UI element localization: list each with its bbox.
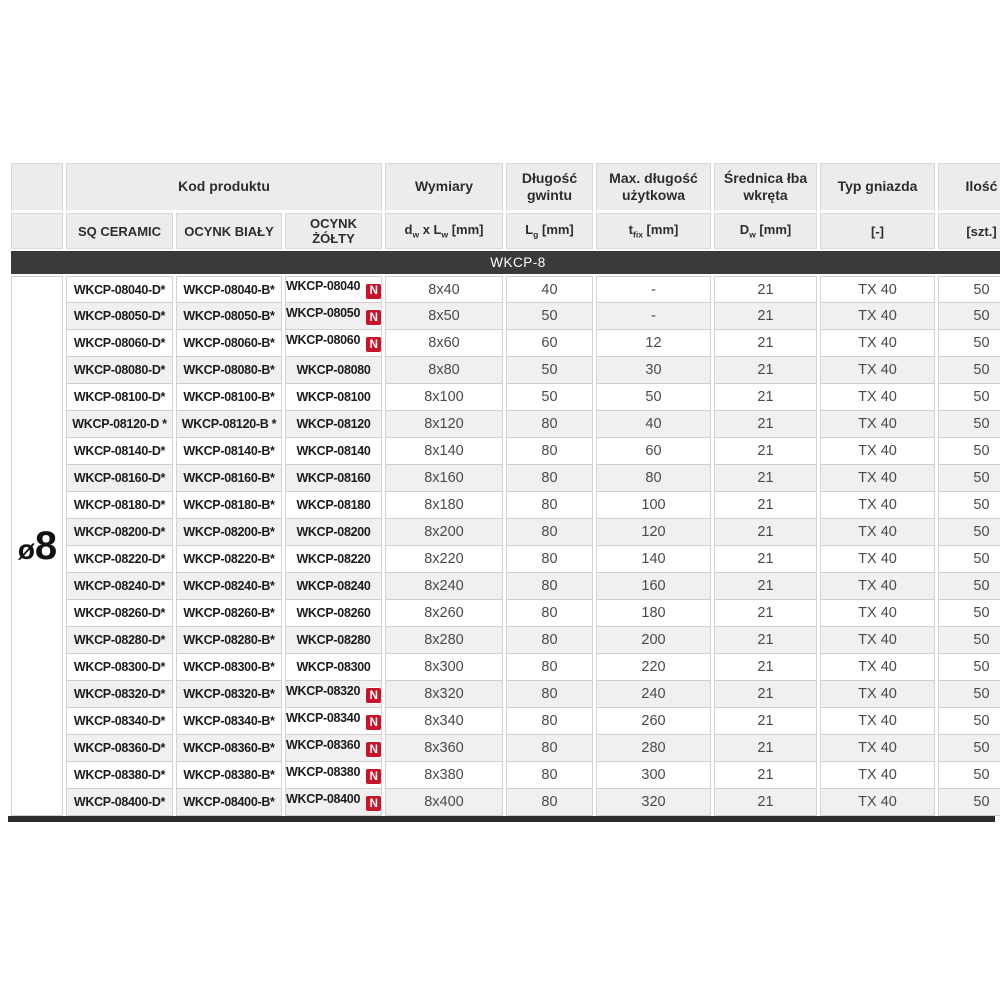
subheader-socket: [-] (820, 213, 935, 249)
code-ocynk-bialy: WKCP-08140-B* (176, 438, 282, 465)
usable-length-value: 160 (596, 573, 711, 600)
header-dlugosc-gwintu: Długość gwintu (506, 163, 593, 213)
head-diameter-value: 21 (714, 546, 817, 573)
code-ocynk-zolty (285, 492, 382, 519)
code-ocynk-zolty (285, 762, 382, 789)
table-bottom-bar (8, 816, 995, 822)
socket-type-value: TX 40 (820, 330, 935, 357)
quantity-value: 50 (938, 708, 1000, 735)
thread-length-value: 80 (506, 573, 593, 600)
thread-length-value: 80 (506, 735, 593, 762)
dimension-value: 8x220 (385, 546, 503, 573)
dimension-value: 8x380 (385, 762, 503, 789)
head-diameter-value: 21 (714, 492, 817, 519)
subheader-ocynk-bialy: OCYNK BIAŁY (176, 213, 282, 249)
code-ocynk-bialy: WKCP-08380-B* (176, 762, 282, 789)
table-data-body (11, 276, 1000, 816)
header-srednica-lba: Średnica łba wkręta (714, 163, 817, 213)
table-row (11, 708, 1000, 735)
usable-length-value: 50 (596, 384, 711, 411)
thread-length-value: 80 (506, 600, 593, 627)
quantity-value: 50 (938, 681, 1000, 708)
code-sq-ceramic: WKCP-08080-D* (66, 357, 173, 384)
table-row (11, 627, 1000, 654)
head-diameter-value: 21 (714, 438, 817, 465)
dimension-value: 8x140 (385, 438, 503, 465)
socket-type-value: TX 40 (820, 519, 935, 546)
table-row (11, 492, 1000, 519)
thread-length-value: 50 (506, 384, 593, 411)
code-text: WKCP-08360 (286, 737, 361, 752)
code-ocynk-zolty (285, 411, 382, 438)
socket-type-value: TX 40 (820, 600, 935, 627)
code-ocynk-bialy: WKCP-08160-B* (176, 465, 282, 492)
quantity-value: 50 (938, 546, 1000, 573)
thread-length-value: 80 (506, 546, 593, 573)
usable-length-value: 200 (596, 627, 711, 654)
socket-type-value: TX 40 (820, 789, 935, 816)
thread-length-value: 40 (506, 276, 593, 303)
dimension-value: 8x300 (385, 654, 503, 681)
code-ocynk-zolty (285, 708, 382, 735)
head-diameter-value: 21 (714, 600, 817, 627)
subheader-dims: $d_w$ x $L_w$ [mm] (385, 213, 503, 249)
code-ocynk-bialy: WKCP-08040-B* (176, 276, 282, 303)
usable-length-value: 30 (596, 357, 711, 384)
socket-type-value: TX 40 (820, 465, 935, 492)
head-diameter-value: 21 (714, 519, 817, 546)
usable-length-value: 240 (596, 681, 711, 708)
dimension-value: 8x160 (385, 465, 503, 492)
code-ocynk-bialy: WKCP-08220-B* (176, 546, 282, 573)
usable-length-value: 320 (596, 789, 711, 816)
dimension-value: 8x60 (385, 330, 503, 357)
head-diameter-value: 21 (714, 735, 817, 762)
group-band-label: WKCP-8 (11, 249, 1000, 276)
new-badge: N (365, 309, 382, 326)
diameter-value: 8 (34, 523, 57, 568)
code-text: WKCP-08160 (296, 471, 371, 485)
subheader-ocynk-zolty: OCYNK ŻÓŁTY (285, 213, 382, 249)
socket-type-value: TX 40 (820, 411, 935, 438)
dimension-value: 8x50 (385, 303, 503, 330)
code-ocynk-bialy: WKCP-08120-B * (176, 411, 282, 438)
thread-length-value: 50 (506, 357, 593, 384)
dimension-value: 8x180 (385, 492, 503, 519)
usable-length-value: 180 (596, 600, 711, 627)
table-row (11, 465, 1000, 492)
thread-length-value: 80 (506, 438, 593, 465)
thread-length-value: 80 (506, 762, 593, 789)
dimension-value: 8x40 (385, 276, 503, 303)
head-diameter-value: 21 (714, 654, 817, 681)
socket-type-value: TX 40 (820, 492, 935, 519)
diameter-label (11, 276, 63, 816)
table-row (11, 546, 1000, 573)
dimension-value: 8x200 (385, 519, 503, 546)
table-row (11, 519, 1000, 546)
dimension-value: 8x360 (385, 735, 503, 762)
socket-type-value: TX 40 (820, 276, 935, 303)
code-ocynk-bialy: WKCP-08060-B* (176, 330, 282, 357)
header-row-units (11, 213, 1000, 249)
code-text: WKCP-08400 (286, 791, 361, 806)
code-ocynk-zolty (285, 303, 382, 330)
dimension-value: 8x120 (385, 411, 503, 438)
head-diameter-value: 21 (714, 411, 817, 438)
code-ocynk-bialy: WKCP-08100-B* (176, 384, 282, 411)
head-diameter-value: 21 (714, 303, 817, 330)
code-ocynk-bialy: WKCP-08200-B* (176, 519, 282, 546)
code-sq-ceramic: WKCP-08200-D* (66, 519, 173, 546)
code-sq-ceramic: WKCP-08180-D* (66, 492, 173, 519)
head-diameter-value: 21 (714, 708, 817, 735)
code-ocynk-zolty (285, 330, 382, 357)
code-sq-ceramic: WKCP-08120-D * (66, 411, 173, 438)
code-sq-ceramic: WKCP-08300-D* (66, 654, 173, 681)
head-diameter-value: 21 (714, 384, 817, 411)
code-sq-ceramic: WKCP-08140-D* (66, 438, 173, 465)
header-wymiary: Wymiary (385, 163, 503, 213)
dimension-value: 8x80 (385, 357, 503, 384)
quantity-value: 50 (938, 276, 1000, 303)
code-sq-ceramic: WKCP-08220-D* (66, 546, 173, 573)
table-row (11, 762, 1000, 789)
code-text: WKCP-08040 (286, 279, 361, 294)
table-row (11, 330, 1000, 357)
socket-type-value: TX 40 (820, 384, 935, 411)
header-kod-produktu: Kod produktu (66, 163, 382, 213)
code-text: WKCP-08240 (296, 579, 371, 593)
usable-length-value: 80 (596, 465, 711, 492)
code-ocynk-zolty (285, 600, 382, 627)
code-ocynk-zolty (285, 735, 382, 762)
code-ocynk-bialy: WKCP-08320-B* (176, 681, 282, 708)
table-row (11, 573, 1000, 600)
socket-type-value: TX 40 (820, 627, 935, 654)
thread-length-value: 80 (506, 654, 593, 681)
code-ocynk-zolty (285, 384, 382, 411)
code-ocynk-bialy: WKCP-08080-B* (176, 357, 282, 384)
usable-length-value: 100 (596, 492, 711, 519)
table-row (11, 411, 1000, 438)
code-ocynk-bialy: WKCP-08280-B* (176, 627, 282, 654)
code-text: WKCP-08080 (296, 363, 371, 377)
new-badge: N (365, 768, 382, 785)
head-diameter-value: 21 (714, 330, 817, 357)
socket-type-value: TX 40 (820, 681, 935, 708)
code-ocynk-zolty (285, 438, 382, 465)
quantity-value: 50 (938, 492, 1000, 519)
thread-length-value: 80 (506, 708, 593, 735)
dimension-value: 8x400 (385, 789, 503, 816)
header-ilosc: Ilość (938, 163, 1000, 213)
diameter-symbol: ø (17, 533, 35, 565)
code-text: WKCP-08060 (286, 332, 361, 347)
code-ocynk-zolty (285, 546, 382, 573)
quantity-value: 50 (938, 465, 1000, 492)
usable-length-value: 260 (596, 708, 711, 735)
code-ocynk-bialy: WKCP-08360-B* (176, 735, 282, 762)
usable-length-value: 12 (596, 330, 711, 357)
subheader-qty: [szt.] (938, 213, 1000, 249)
code-text: WKCP-08180 (296, 498, 371, 512)
quantity-value: 50 (938, 627, 1000, 654)
code-ocynk-zolty (285, 789, 382, 816)
usable-length-value: 220 (596, 654, 711, 681)
code-ocynk-bialy: WKCP-08340-B* (176, 708, 282, 735)
dimension-value: 8x320 (385, 681, 503, 708)
dimension-value: 8x240 (385, 573, 503, 600)
table-row (11, 654, 1000, 681)
quantity-value: 50 (938, 357, 1000, 384)
head-diameter-value: 21 (714, 762, 817, 789)
code-ocynk-zolty (285, 681, 382, 708)
quantity-value: 50 (938, 735, 1000, 762)
quantity-value: 50 (938, 573, 1000, 600)
table-row (11, 735, 1000, 762)
dimension-value: 8x100 (385, 384, 503, 411)
usable-length-value: 120 (596, 519, 711, 546)
code-text: WKCP-08120 (296, 417, 371, 431)
dimension-value: 8x340 (385, 708, 503, 735)
code-text: WKCP-08220 (296, 552, 371, 566)
usable-length-value: 280 (596, 735, 711, 762)
code-text: WKCP-08140 (296, 444, 371, 458)
code-ocynk-zolty (285, 627, 382, 654)
table-row (11, 789, 1000, 816)
code-sq-ceramic: WKCP-08060-D* (66, 330, 173, 357)
code-sq-ceramic: WKCP-08260-D* (66, 600, 173, 627)
code-sq-ceramic: WKCP-08280-D* (66, 627, 173, 654)
code-sq-ceramic: WKCP-08160-D* (66, 465, 173, 492)
code-sq-ceramic: WKCP-08380-D* (66, 762, 173, 789)
code-sq-ceramic: WKCP-08040-D* (66, 276, 173, 303)
table-header (11, 163, 1000, 249)
table-row (11, 357, 1000, 384)
code-text: WKCP-08380 (286, 764, 361, 779)
code-ocynk-zolty (285, 357, 382, 384)
usable-length-value: 300 (596, 762, 711, 789)
usable-length-value: - (596, 303, 711, 330)
code-text: WKCP-08280 (296, 633, 371, 647)
new-badge: N (365, 741, 382, 758)
code-ocynk-bialy: WKCP-08050-B* (176, 303, 282, 330)
table-row (11, 438, 1000, 465)
thread-length-value: 80 (506, 465, 593, 492)
head-diameter-value: 21 (714, 357, 817, 384)
thread-length-value: 60 (506, 330, 593, 357)
code-ocynk-bialy: WKCP-08300-B* (176, 654, 282, 681)
subheader-lg: $L_g$ [mm] (506, 213, 593, 249)
head-diameter-value: 21 (714, 465, 817, 492)
code-sq-ceramic: WKCP-08240-D* (66, 573, 173, 600)
product-spec-table (8, 163, 1000, 816)
code-ocynk-bialy: WKCP-08400-B* (176, 789, 282, 816)
socket-type-value: TX 40 (820, 357, 935, 384)
group-band-row (11, 249, 1000, 276)
socket-type-value: TX 40 (820, 735, 935, 762)
table-row (11, 600, 1000, 627)
quantity-value: 50 (938, 762, 1000, 789)
table-row (11, 276, 1000, 303)
code-text: WKCP-08050 (286, 305, 361, 320)
product-table-wrap (8, 163, 998, 822)
code-ocynk-bialy: WKCP-08240-B* (176, 573, 282, 600)
code-ocynk-zolty (285, 519, 382, 546)
code-sq-ceramic: WKCP-08360-D* (66, 735, 173, 762)
code-text: WKCP-08340 (286, 710, 361, 725)
code-text: WKCP-08200 (296, 525, 371, 539)
thread-length-value: 80 (506, 681, 593, 708)
socket-type-value: TX 40 (820, 573, 935, 600)
code-ocynk-zolty (285, 654, 382, 681)
group-band-body (11, 249, 1000, 276)
new-badge: N (365, 795, 382, 812)
quantity-value: 50 (938, 654, 1000, 681)
new-badge: N (365, 687, 382, 704)
header-max-dlugosc: Max. długość użytkowa (596, 163, 711, 213)
thread-length-value: 50 (506, 303, 593, 330)
code-sq-ceramic: WKCP-08400-D* (66, 789, 173, 816)
table-row (11, 303, 1000, 330)
code-ocynk-bialy: WKCP-08260-B* (176, 600, 282, 627)
empty-header-cell (11, 163, 63, 213)
socket-type-value: TX 40 (820, 708, 935, 735)
socket-type-value: TX 40 (820, 303, 935, 330)
header-row-groups (11, 163, 1000, 213)
subheader-dw: $D_w$ [mm] (714, 213, 817, 249)
quantity-value: 50 (938, 438, 1000, 465)
code-text: WKCP-08300 (296, 660, 371, 674)
usable-length-value: 140 (596, 546, 711, 573)
quantity-value: 50 (938, 789, 1000, 816)
thread-length-value: 80 (506, 789, 593, 816)
head-diameter-value: 21 (714, 627, 817, 654)
new-badge: N (365, 283, 382, 300)
socket-type-value: TX 40 (820, 654, 935, 681)
thread-length-value: 80 (506, 519, 593, 546)
new-badge: N (365, 714, 382, 731)
head-diameter-value: 21 (714, 681, 817, 708)
quantity-value: 50 (938, 411, 1000, 438)
socket-type-value: TX 40 (820, 546, 935, 573)
code-text: WKCP-08100 (296, 390, 371, 404)
code-ocynk-bialy: WKCP-08180-B* (176, 492, 282, 519)
quantity-value: 50 (938, 600, 1000, 627)
quantity-value: 50 (938, 303, 1000, 330)
table-row (11, 681, 1000, 708)
empty-header-cell (11, 213, 63, 249)
subheader-tfix: $t_{fix}$ [mm] (596, 213, 711, 249)
thread-length-value: 80 (506, 411, 593, 438)
dimension-value: 8x280 (385, 627, 503, 654)
code-sq-ceramic: WKCP-08320-D* (66, 681, 173, 708)
code-sq-ceramic: WKCP-08100-D* (66, 384, 173, 411)
header-typ-gniazda: Typ gniazda (820, 163, 935, 213)
usable-length-value: - (596, 276, 711, 303)
usable-length-value: 40 (596, 411, 711, 438)
quantity-value: 50 (938, 519, 1000, 546)
quantity-value: 50 (938, 384, 1000, 411)
head-diameter-value: 21 (714, 573, 817, 600)
code-ocynk-zolty (285, 573, 382, 600)
code-ocynk-zolty (285, 276, 382, 303)
code-sq-ceramic: WKCP-08340-D* (66, 708, 173, 735)
head-diameter-value: 21 (714, 789, 817, 816)
thread-length-value: 80 (506, 492, 593, 519)
code-text: WKCP-08260 (296, 606, 371, 620)
new-badge: N (365, 336, 382, 353)
table-row (11, 384, 1000, 411)
head-diameter-value: 21 (714, 276, 817, 303)
socket-type-value: TX 40 (820, 762, 935, 789)
socket-type-value: TX 40 (820, 438, 935, 465)
quantity-value: 50 (938, 330, 1000, 357)
usable-length-value: 60 (596, 438, 711, 465)
subheader-sq-ceramic: SQ CERAMIC (66, 213, 173, 249)
thread-length-value: 80 (506, 627, 593, 654)
dimension-value: 8x260 (385, 600, 503, 627)
code-ocynk-zolty (285, 465, 382, 492)
code-text: WKCP-08320 (286, 683, 361, 698)
code-sq-ceramic: WKCP-08050-D* (66, 303, 173, 330)
